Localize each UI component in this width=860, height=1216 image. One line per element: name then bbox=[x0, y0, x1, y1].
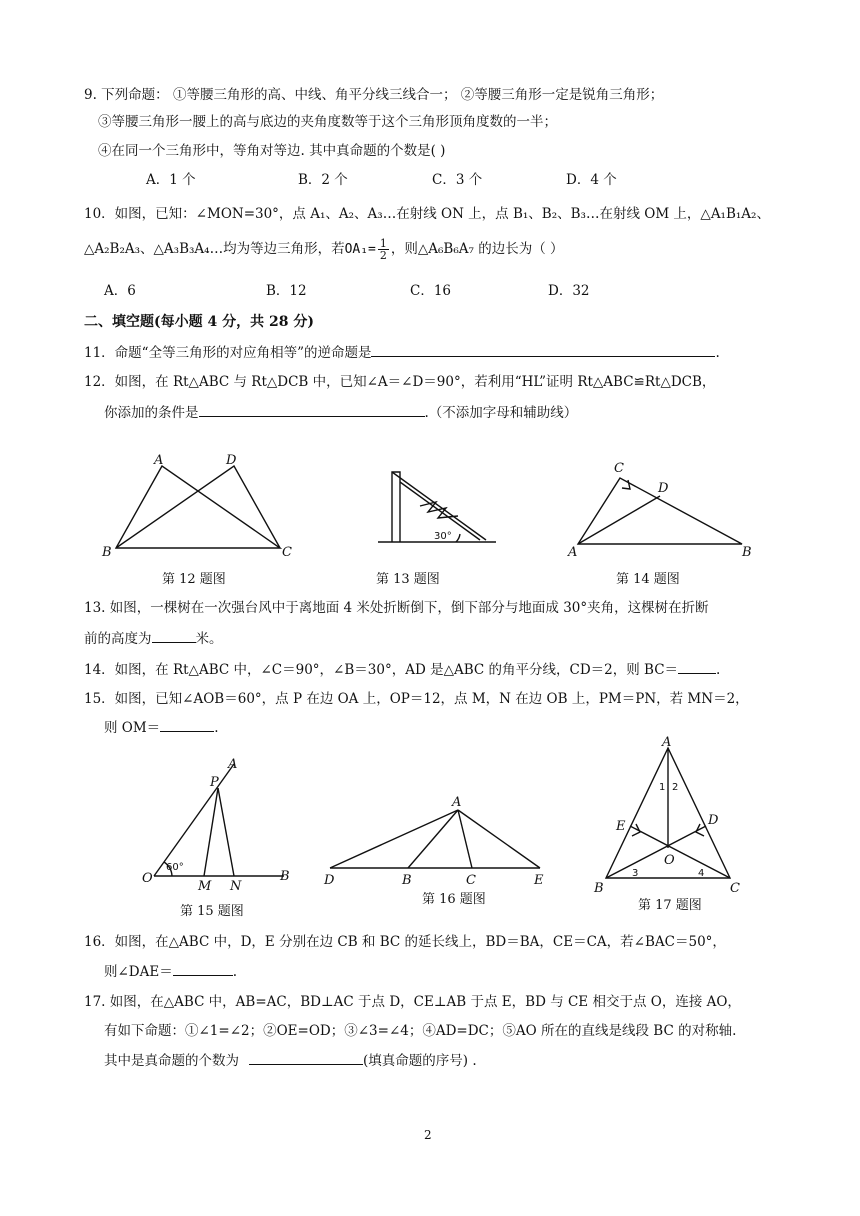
q10-fraction-den: 2 bbox=[379, 249, 387, 262]
q10-line2-post: ，则△A₆B₆A₇ 的边长为（ ） bbox=[390, 241, 564, 257]
fig17-caption: 第 17 题图 bbox=[638, 898, 702, 913]
q10-fraction bbox=[378, 238, 389, 261]
q12-line1: 12．如图，在 Rt△ABC 与 Rt△DCB 中，已知∠A＝∠D＝90°，若利用“HL”证明 Rt△ABC≌Rt△DCB， bbox=[84, 374, 716, 390]
page-number: 2 bbox=[424, 1128, 432, 1142]
q13-line2-pre: 前的高度为 bbox=[84, 631, 152, 647]
fig17-angle-3: 3 bbox=[632, 868, 639, 879]
q13-line1: 13. 如图，一棵树在一次强台风中于离地面 4 米处折断倒下，倒下部分与地面成 30°夹角，这棵树在折断 bbox=[84, 600, 709, 616]
q16-answer-blank[interactable] bbox=[173, 961, 233, 976]
q9-line2: ③等腰三角形一腰上的高与底边的夹角度数等于这个三角形顶角度数的一半； bbox=[98, 114, 557, 130]
fig15-caption: 第 15 题图 bbox=[180, 904, 244, 919]
fig14-caption: 第 14 题图 bbox=[616, 572, 680, 587]
fig17-angle-4: 4 bbox=[698, 868, 705, 879]
fig14-bisector-ad bbox=[578, 496, 660, 544]
q17-line3-post: (填真命题的序号) . bbox=[363, 1053, 477, 1069]
fig16-label-c: C bbox=[466, 873, 476, 888]
fig17-right-angle-e bbox=[632, 824, 640, 836]
fig16-segment-ad bbox=[330, 810, 458, 868]
q11-end: . bbox=[715, 345, 720, 361]
q10-line2 bbox=[84, 238, 564, 261]
q9-option-d: D．4 个 bbox=[566, 172, 617, 188]
q14-line bbox=[84, 659, 720, 680]
fig15-label-b: B bbox=[280, 869, 290, 884]
q12-answer-blank[interactable] bbox=[199, 402, 425, 417]
fig12-triangle-abc bbox=[116, 466, 280, 548]
figure-17 bbox=[588, 734, 748, 894]
q10-oa-label: OA₁= bbox=[344, 242, 376, 257]
figure-14 bbox=[564, 456, 764, 560]
fig15-segment-pm bbox=[204, 788, 218, 876]
q16-line2 bbox=[104, 961, 237, 982]
q16-line2-pre: 则∠DAE＝ bbox=[104, 964, 173, 980]
q9-option-a: A．1 个 bbox=[146, 172, 196, 188]
q10-option-b: B．12 bbox=[266, 283, 307, 299]
fig12-triangle-dbc bbox=[116, 466, 280, 548]
q10-option-c: C．16 bbox=[410, 283, 452, 299]
fig16-caption: 第 16 题图 bbox=[422, 892, 486, 907]
fig12-label-c: C bbox=[282, 545, 292, 560]
fig12-label-b: B bbox=[102, 545, 112, 560]
q9-option-b: B．2 个 bbox=[298, 172, 348, 188]
q11-line bbox=[84, 342, 720, 363]
q16-line1: 16．如图，在△ABC 中，D，E 分别在边 CB 和 BC 的延长线上，BD＝BA，CE＝CA，若∠BAC＝50°， bbox=[84, 934, 726, 950]
figure-12 bbox=[96, 452, 296, 562]
q16-line2-post: . bbox=[232, 964, 238, 980]
fig12-label-d: D bbox=[226, 453, 237, 468]
fig17-label-e: E bbox=[616, 819, 626, 834]
fig14-label-c: C bbox=[614, 461, 624, 476]
fig17-right-angle-d bbox=[696, 824, 704, 836]
fig12-caption: 第 12 题图 bbox=[162, 572, 226, 587]
figure-16 bbox=[318, 790, 554, 890]
fig17-label-o: O bbox=[664, 853, 675, 868]
fig16-label-b: B bbox=[402, 873, 412, 888]
section-heading: 二、填空题(每小题 4 分，共 28 分) bbox=[84, 314, 314, 330]
fig17-angle-2: 2 bbox=[672, 782, 679, 793]
fig17-label-b: B bbox=[594, 881, 604, 894]
q13-answer-blank[interactable] bbox=[152, 628, 196, 643]
fig15-angle-label: 60° bbox=[166, 862, 184, 873]
q9-option-c: C．3 个 bbox=[432, 172, 483, 188]
fig17-segment-ce bbox=[630, 826, 730, 878]
figure-15 bbox=[138, 756, 298, 890]
fig12-label-a: A bbox=[154, 453, 164, 468]
q10-option-d: D．32 bbox=[548, 283, 590, 299]
fig17-label-d: D bbox=[708, 813, 719, 828]
fig17-angle-1: 1 bbox=[659, 782, 666, 793]
q15-answer-blank[interactable] bbox=[160, 717, 214, 732]
q17-line3-pre: 其中是真命题的个数为 bbox=[104, 1053, 239, 1069]
q12-line2 bbox=[104, 402, 577, 423]
fig15-label-m: M bbox=[198, 879, 212, 890]
q14-answer-blank[interactable] bbox=[678, 659, 716, 674]
fig17-label-c: C bbox=[730, 881, 740, 894]
q17-line1: 17. 如图，在△ABC 中，AB=AC，BD⊥AC 于点 D，CE⊥AB 于点 E，BD 与 CE 相交于点 O，连接 AO， bbox=[84, 994, 741, 1010]
q11-text: 11．命题“全等三角形的对应角相等”的逆命题是 bbox=[84, 345, 372, 361]
fig16-label-a: A bbox=[452, 795, 462, 810]
fig16-segment-ab bbox=[408, 810, 458, 868]
fig13-tree-trunk bbox=[392, 472, 400, 542]
fig15-label-p: P bbox=[210, 775, 219, 790]
fig17-label-a: A bbox=[662, 735, 672, 750]
q13-line2 bbox=[84, 628, 223, 649]
q10-fraction-num: 1 bbox=[379, 237, 387, 250]
fig14-label-d: D bbox=[658, 481, 669, 496]
fig15-ray-oa bbox=[154, 764, 234, 876]
q12-line2-pre: 你添加的条件是 bbox=[104, 405, 199, 421]
fig15-label-a: A bbox=[228, 757, 238, 772]
q17-line2: 有如下命题：①∠1=∠2；②OE=OD；③∠3=∠4；④AD=DC；⑤AO 所在的直线是线段 BC 的对称轴. bbox=[104, 1023, 737, 1039]
fig15-segment-pn bbox=[218, 788, 234, 876]
q10-line2-pre: △A₂B₂A₃、△A₃B₃A₄…均为等边三角形，若 bbox=[84, 241, 345, 257]
fig16-label-d: D bbox=[324, 873, 335, 888]
q15-line2-post: . bbox=[214, 720, 219, 736]
q15-line2 bbox=[104, 717, 218, 738]
q15-line1: 15．如图，已知∠AOB＝60°，点 P 在边 OA 上，OP＝12，点 M，N 在边 OB 上，PM＝PN，若 MN＝2， bbox=[84, 691, 749, 707]
fig13-fallen-outer bbox=[392, 472, 486, 540]
fig16-label-e: E bbox=[534, 873, 544, 888]
fig13-angle-label: 30° bbox=[434, 531, 452, 542]
q10-option-a: A．6 bbox=[104, 283, 136, 299]
q9-line1: 9. 下列命题： ①等腰三角形的高、中线、角平分线三线合一； ②等腰三角形一定是锐角三角形； bbox=[84, 87, 664, 103]
fig14-label-b: B bbox=[742, 545, 752, 560]
q14-text: 14．如图，在 Rt△ABC 中，∠C＝90°，∠B＝30°，AD 是△ABC 的角平分线，CD＝2，则 BC＝ bbox=[84, 662, 679, 678]
q12-line2-post: .（不添加字母和辅助线） bbox=[424, 405, 578, 421]
q15-line2-pre: 则 OM＝ bbox=[104, 720, 161, 736]
fig13-angle-arc bbox=[456, 534, 460, 542]
fig13-caption: 第 13 题图 bbox=[376, 572, 440, 587]
fig15-label-n: N bbox=[230, 879, 242, 890]
q17-line3 bbox=[104, 1050, 477, 1071]
figure-13 bbox=[376, 466, 500, 546]
q9-line3: ④在同一个三角形中，等角对等边. 其中真命题的个数是( ) bbox=[98, 143, 446, 159]
fig15-label-o: O bbox=[142, 871, 153, 886]
q14-end: . bbox=[716, 662, 721, 678]
q10-line1: 10．如图，已知：∠MON=30°，点 A₁、A₂、A₃…在射线 ON 上，点 B₁、B₂、B₃…在射线 OM 上，△A₁B₁A₂、 bbox=[84, 206, 770, 222]
fig14-label-a: A bbox=[568, 545, 578, 560]
q17-answer-blank[interactable] bbox=[249, 1050, 363, 1065]
q11-answer-blank[interactable] bbox=[371, 342, 715, 357]
q13-line2-post: 米。 bbox=[195, 631, 223, 647]
